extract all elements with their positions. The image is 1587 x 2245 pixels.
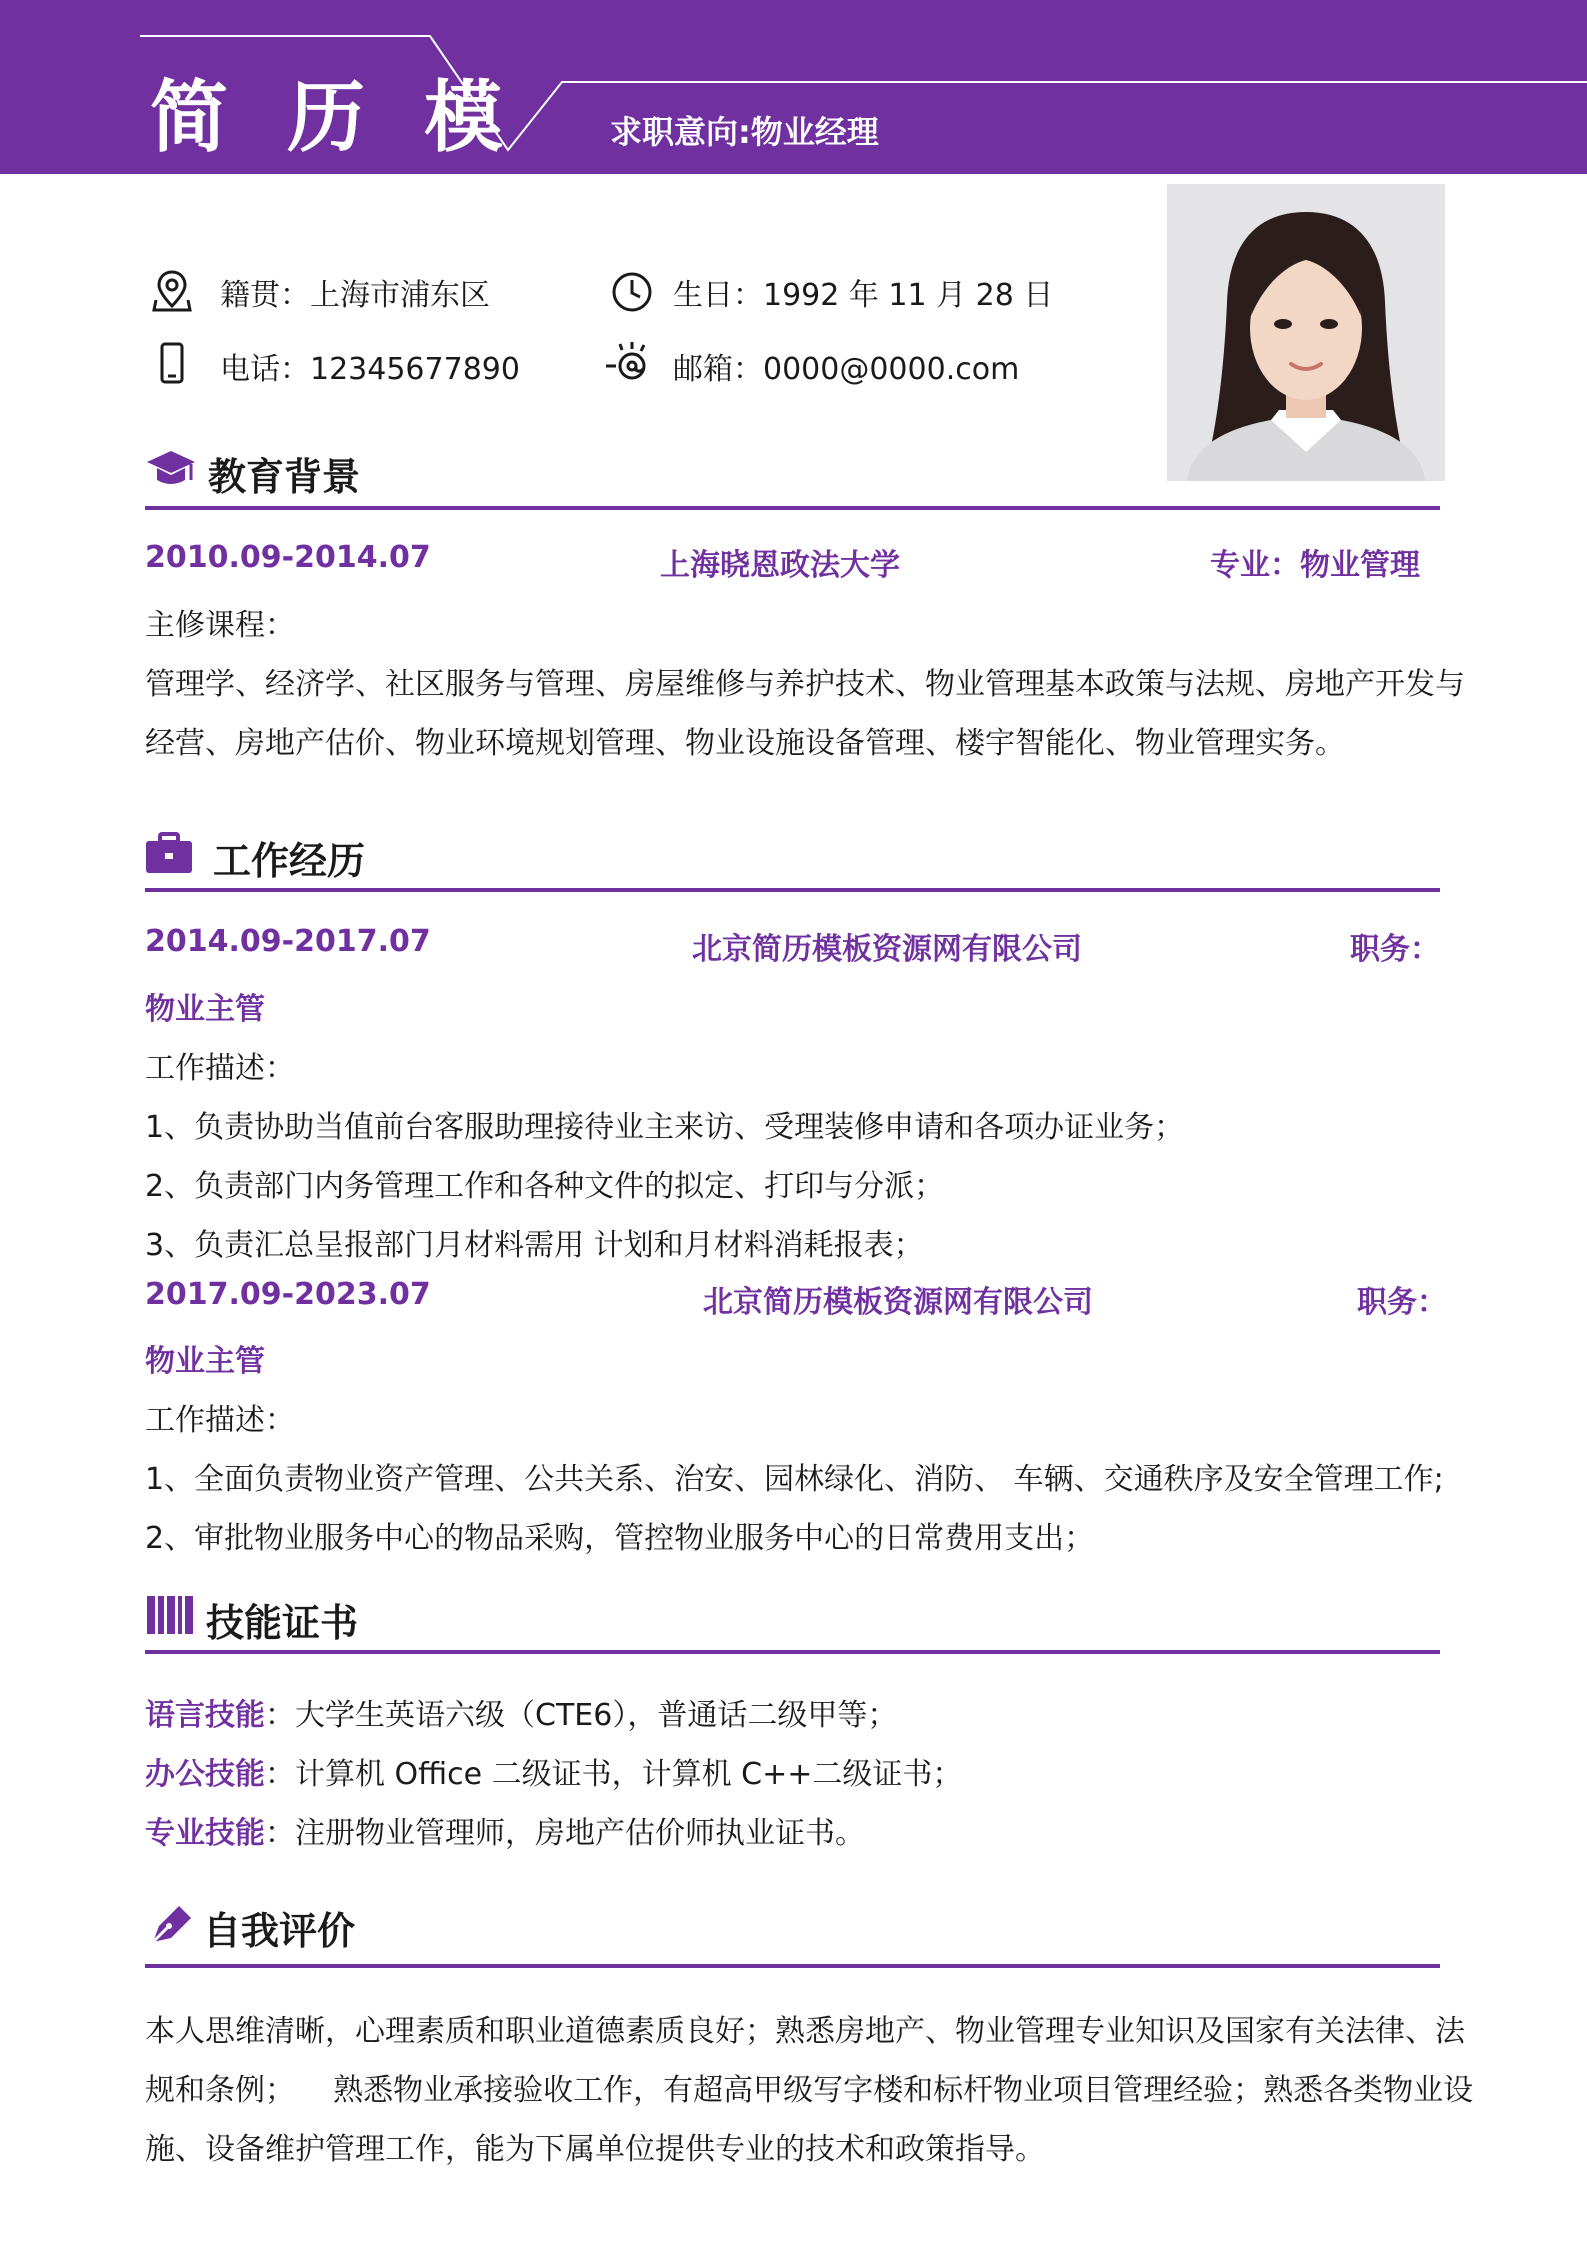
work-company: 北京简历模板资源网有限公司	[692, 932, 1082, 967]
phone-icon	[150, 342, 194, 386]
education-major: 专业：物业管理	[1210, 548, 1420, 583]
clock-icon	[610, 270, 654, 314]
skill-label: 专业技能	[145, 1816, 265, 1851]
courses-line: 管理学、经济学、社区服务与管理、房屋维修与养护技术、物业管理基本政策与法规、房地产开发与	[145, 667, 1465, 702]
skill-text: ：大学生英语六级（CTE6），普通话二级甲等；	[265, 1698, 898, 1733]
pen-icon	[145, 1900, 197, 1946]
books-icon	[145, 1592, 197, 1638]
work-desc-item: 2、审批物业服务中心的物品采购，管控物业服务中心的日常费用支出；	[145, 1521, 1095, 1556]
skill-item	[145, 1690, 897, 1734]
section-title-self: 自我评价	[203, 1909, 356, 1953]
work-desc-label: 工作描述：	[145, 1403, 295, 1438]
work-position-label: 职务：	[1350, 932, 1440, 967]
work-desc-item: 3、负责汇总呈报部门月材料需用 计划和月材料消耗报表；	[145, 1228, 924, 1263]
work-desc-item: 2、负责部门内务管理工作和各种文件的拟定、打印与分派；	[145, 1169, 945, 1204]
skill-item	[145, 1749, 962, 1793]
divider-work	[145, 888, 1440, 892]
section-title-work: 工作经历	[213, 839, 366, 883]
work-period: 2017.09-2023.07	[145, 1277, 431, 1312]
email-icon	[604, 340, 648, 384]
divider-skills	[145, 1650, 1440, 1654]
work-desc-label: 工作描述：	[145, 1051, 295, 1086]
courses-label: 主修课程：	[145, 608, 295, 643]
work-company: 北京简历模板资源网有限公司	[703, 1285, 1093, 1320]
self-eval-line: 本人思维清晰，心理素质和职业道德素质良好；熟悉房地产、物业管理专业知识及国家有关法律、法	[145, 2014, 1465, 2049]
skill-item	[145, 1808, 865, 1852]
briefcase-icon	[143, 830, 195, 876]
skill-label: 办公技能	[145, 1757, 265, 1792]
skill-text: ：注册物业管理师，房地产估价师执业证书。	[265, 1816, 865, 1851]
divider-education	[145, 506, 1440, 510]
education-school: 上海晓恩政法大学	[660, 548, 900, 583]
job-intent: 求职意向:物业经理	[610, 113, 879, 151]
email: 邮箱：0000@0000.com	[673, 352, 1020, 387]
location-icon	[150, 268, 194, 312]
work-desc-item: 1、全面负责物业资产管理、公共关系、治安、园林绿化、消防、 车辆、交通秩序及安全管理工作;	[145, 1462, 1444, 1497]
section-title-skills: 技能证书	[206, 1601, 359, 1645]
work-position: 物业主管	[145, 992, 265, 1027]
skill-label: 语言技能	[145, 1698, 265, 1733]
self-eval-line: 施、设备维护管理工作，能为下属单位提供专业的技术和政策指导。	[145, 2132, 1045, 2167]
divider-self	[145, 1964, 1440, 1968]
hometown: 籍贯：上海市浦东区	[220, 278, 490, 313]
self-eval-line: 规和条例； 熟悉物业承接验收工作，有超高甲级写字楼和标杆物业项目管理经验；熟悉各类物业设	[145, 2073, 1474, 2108]
work-position: 物业主管	[145, 1344, 265, 1379]
phone: 电话：12345677890	[220, 352, 520, 387]
profile-photo	[1167, 184, 1445, 481]
section-title-education: 教育背景	[208, 455, 361, 499]
courses-line: 经营、房地产估价、物业环境规划管理、物业设施设备管理、楼宇智能化、物业管理实务。	[145, 726, 1345, 761]
resume-title: 简 历 模	[150, 73, 519, 163]
skill-text: ：计算机 Office 二级证书，计算机 C++二级证书；	[265, 1757, 963, 1792]
graduation-cap-icon	[145, 446, 197, 492]
work-desc-item: 1、负责协助当值前台客服助理接待业主来访、受理装修申请和各项办证业务；	[145, 1110, 1185, 1145]
birthday: 生日：1992 年 11 月 28 日	[673, 278, 1054, 313]
work-period: 2014.09-2017.07	[145, 924, 431, 959]
education-period: 2010.09-2014.07	[145, 540, 431, 575]
work-position-label: 职务：	[1357, 1285, 1447, 1320]
